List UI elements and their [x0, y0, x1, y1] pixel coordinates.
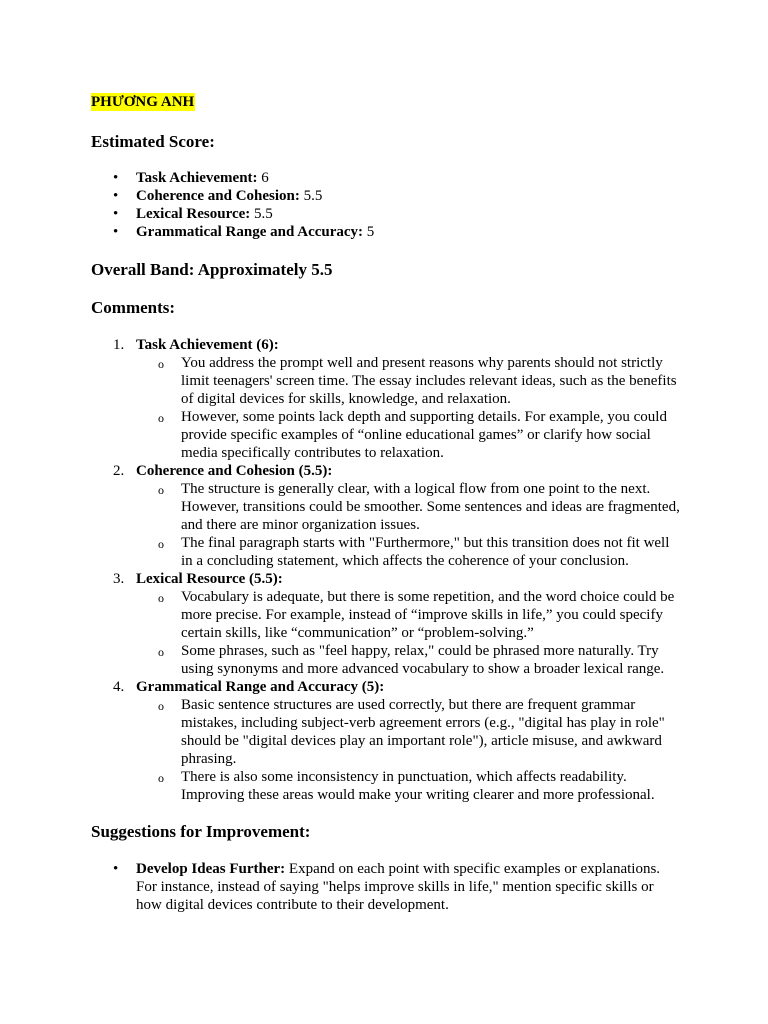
comment-title: Lexical Resource (5.5): — [136, 571, 283, 587]
score-label: Task Achievement: — [136, 170, 258, 186]
circle-bullet-icon: o — [158, 357, 164, 371]
comment-item — [91, 678, 681, 804]
comment-item — [91, 462, 681, 570]
suggestions-list — [91, 860, 681, 914]
circle-bullet-icon: o — [158, 699, 164, 713]
circle-bullet-icon: o — [158, 483, 164, 497]
comment-title: Grammatical Range and Accuracy (5): — [136, 679, 385, 695]
comment-point: o Vocabulary is adequate, but there is some repetition, and the word choice could be more precise. For example, instead of “improve skills in life,” you could specify certain skills, like “communication” or “problem-solving.” — [158, 589, 675, 641]
comment-point: o Basic sentence structures are used correctly, but there are frequent grammar mistakes, including subject-verb agreement errors (e.g., "digital has play in role" should be "digital devices play an important role"), article misuse, and awkward phrasing. — [158, 697, 665, 767]
circle-bullet-icon: o — [158, 645, 164, 659]
item-number: 3. — [113, 571, 125, 587]
comments-heading: Comments: — [91, 298, 176, 317]
comment-point: o There is also some inconsistency in punctuation, which affects readability. Improving these areas would make your writing clearer and more professional. — [158, 769, 655, 803]
score-value: 5.5 — [250, 206, 273, 222]
suggestion-item — [91, 860, 681, 914]
comment-title: Coherence and Cohesion (5.5): — [136, 463, 333, 479]
circle-bullet-icon: o — [158, 591, 164, 605]
comment-point: o Some phrases, such as "feel happy, relax," could be phrased more naturally. Try using synonyms and more advanced vocabulary to show a broader lexical range. — [158, 643, 665, 677]
bullet-icon: • — [113, 188, 119, 204]
comment-point: o The structure is generally clear, with a logical flow from one point to the next. However, transitions could be smoother. Some sentences and ideas are fragmented, and there are minor organization issues. — [158, 481, 680, 533]
score-value: 6 — [257, 170, 269, 186]
score-label: Lexical Resource: — [136, 206, 251, 222]
comment-item — [91, 570, 681, 678]
item-number: 1. — [113, 337, 125, 353]
circle-bullet-icon: o — [158, 771, 164, 785]
comment-point: o You address the prompt well and present reasons why parents should not strictly limit teenagers' screen time. The essay includes relevant ideas, such as the benefits of digital devices for skills, knowledge, and relaxation. — [158, 355, 677, 407]
score-label: Grammatical Range and Accuracy: — [136, 224, 364, 240]
suggestions-heading: Suggestions for Improvement: — [91, 822, 311, 841]
item-number: 2. — [113, 463, 125, 479]
overall-band-heading: Overall Band: Approximately 5.5 — [91, 260, 333, 279]
suggestion-text: Expand on each point with specific examples or explanations. For instance, instead of saying "helps improve skills in life," mention specific skills or how digital devices contribute to their development. — [136, 861, 661, 913]
score-label: Coherence and Cohesion: — [136, 188, 300, 204]
bullet-icon: • — [113, 861, 119, 877]
comment-item — [91, 336, 681, 462]
comments-list — [91, 336, 681, 804]
bullet-icon: • — [113, 224, 119, 240]
comment-point: o However, some points lack depth and supporting details. For example, you could provide specific examples of “online educational games” or clarify how social media specifically contributes to relaxation. — [158, 409, 667, 461]
comment-title: Task Achievement (6): — [136, 337, 279, 353]
estimated-score-heading: Estimated Score: — [91, 132, 215, 151]
student-name: PHƯƠNG ANH — [91, 94, 195, 110]
score-value: 5 — [363, 224, 375, 240]
suggestion-label: Develop Ideas Further: — [136, 861, 286, 877]
circle-bullet-icon: o — [158, 537, 164, 551]
circle-bullet-icon: o — [158, 411, 164, 425]
score-value: 5.5 — [299, 188, 323, 204]
bullet-icon: • — [113, 206, 119, 222]
bullet-icon: • — [113, 170, 119, 186]
item-number: 4. — [113, 679, 125, 695]
comment-point: o The final paragraph starts with "Furthermore," but this transition does not fit well in a concluding statement, which affects the coherence of your conclusion. — [158, 535, 670, 569]
